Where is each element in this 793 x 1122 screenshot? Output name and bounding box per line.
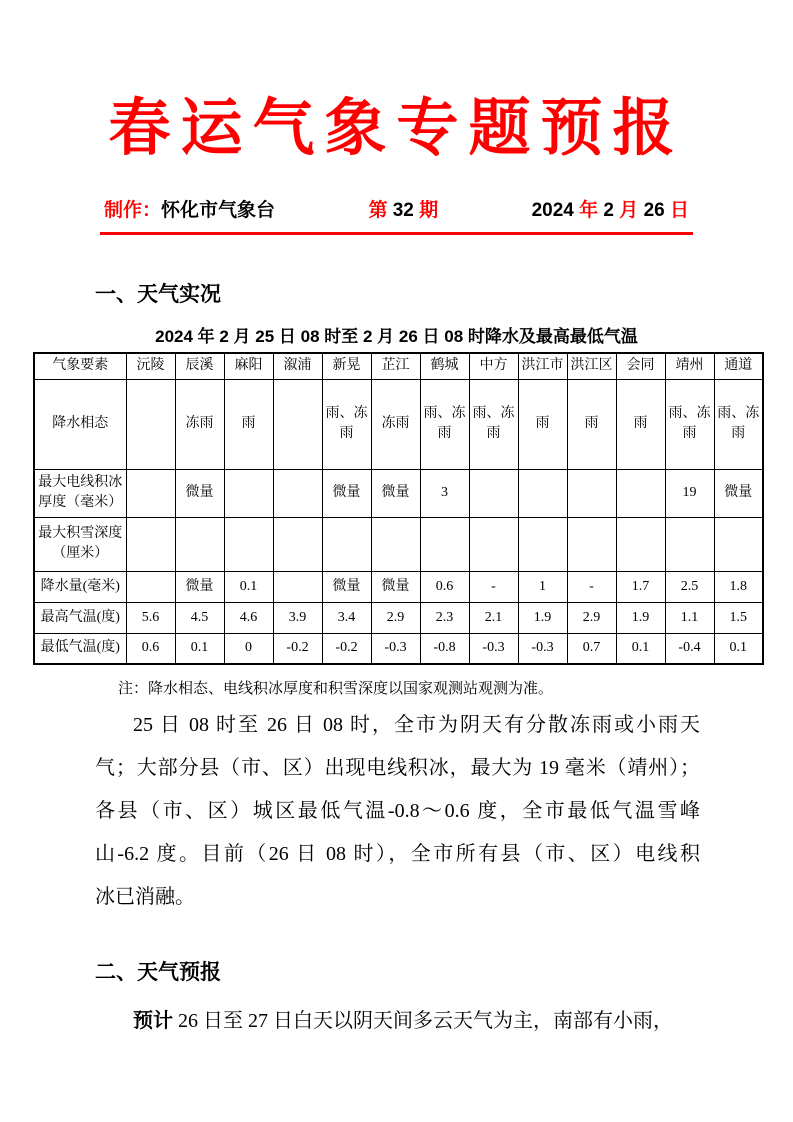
table-cell	[126, 517, 175, 571]
issue-value: 32	[387, 200, 420, 221]
section-heading-weather-conditions: 一、天气实况	[95, 283, 221, 306]
col-header-station: 鹤城	[420, 353, 469, 379]
issue-number	[368, 198, 438, 224]
table-cell	[714, 517, 763, 571]
table-cell	[273, 379, 322, 469]
red-divider-rule	[100, 232, 693, 235]
table-cell: 19	[665, 469, 714, 517]
table-cell	[567, 469, 616, 517]
table-cell: 雨	[616, 379, 665, 469]
table-cell: -0.2	[322, 633, 371, 664]
table-row	[34, 571, 763, 602]
table-row	[34, 633, 763, 664]
table-row	[34, 469, 763, 517]
row-label: 最高气温(度)	[34, 602, 126, 633]
table-cell: 雨、冻雨	[714, 379, 763, 469]
table-cell: 2.9	[371, 602, 420, 633]
table-cell: 1.9	[518, 602, 567, 633]
table-cell: 5.6	[126, 602, 175, 633]
producer-label: 制作：	[104, 200, 162, 221]
table-cell	[469, 469, 518, 517]
col-header-station: 会同	[616, 353, 665, 379]
table-cell	[420, 517, 469, 571]
table-cell	[224, 469, 273, 517]
table-cell: 0.1	[714, 633, 763, 664]
table-cell: 1.1	[665, 602, 714, 633]
col-header-station: 辰溪	[175, 353, 224, 379]
table-row	[34, 602, 763, 633]
table-cell: 2.1	[469, 602, 518, 633]
table-cell: -0.2	[273, 633, 322, 664]
table-cell: 0	[224, 633, 273, 664]
col-header-station: 芷江	[371, 353, 420, 379]
row-label: 最大积雪深度（厘米）	[34, 517, 126, 571]
table-cell: -0.3	[469, 633, 518, 664]
table-cell	[371, 517, 420, 571]
paragraph-line: 气；大部分县（市、区）出现电线积冰，最大为 19 毫米（靖州）；	[95, 757, 700, 779]
table-cell: -0.8	[420, 633, 469, 664]
document-title: 春运气象专题预报	[108, 91, 685, 164]
issue-suffix: 期	[419, 200, 439, 221]
table-cell	[126, 571, 175, 602]
table-cell: 1.9	[616, 602, 665, 633]
table-cell	[126, 469, 175, 517]
date-day: 26	[643, 200, 665, 221]
producer-value: 怀化市气象台	[161, 200, 276, 221]
table-cell	[665, 517, 714, 571]
table-body	[34, 379, 763, 664]
table-cell: 雨	[518, 379, 567, 469]
table-cell: 1.5	[714, 602, 763, 633]
table-cell: 2.9	[567, 602, 616, 633]
paragraph-line: 各县（市、区）城区最低气温-0.8～0.6 度，全市最低气温雪峰	[95, 800, 700, 822]
table-header-row	[34, 353, 763, 379]
forecast-text: 26 日至 27 日白天以阴天间多云天气为主，南部有小雨，	[173, 1010, 673, 1032]
paragraph-line: 山-6.2 度。目前（26 日 08 时），全市所有县（市、区）电线积	[95, 843, 700, 865]
table-cell: 4.5	[175, 602, 224, 633]
table-row	[34, 517, 763, 571]
row-label: 降水量(毫米)	[34, 571, 126, 602]
col-header-station: 新晃	[322, 353, 371, 379]
date-year-unit: 年	[573, 200, 604, 221]
table-cell: 0.1	[224, 571, 273, 602]
col-header-element: 气象要素	[34, 353, 126, 379]
producer	[104, 198, 275, 224]
table-cell: 1.7	[616, 571, 665, 602]
table-cell: 冻雨	[371, 379, 420, 469]
table-cell: 雨、冻雨	[665, 379, 714, 469]
col-header-station: 洪江市	[518, 353, 567, 379]
table-cell	[567, 517, 616, 571]
table-cell: 微量	[371, 469, 420, 517]
section-heading-weather-forecast: 二、天气预报	[95, 961, 221, 984]
paragraph-line: 25 日 08 时至 26 日 08 时，全市为阴天有分散冻雨或小雨天	[133, 714, 700, 736]
row-label: 最低气温(度)	[34, 633, 126, 664]
table-cell: 0.6	[420, 571, 469, 602]
date-month-unit: 月	[614, 200, 644, 221]
table-cell: 0.1	[616, 633, 665, 664]
table-cell: 雨、冻雨	[322, 379, 371, 469]
date-year: 2024	[531, 200, 574, 221]
table-cell: -0.4	[665, 633, 714, 664]
table-cell: 雨	[224, 379, 273, 469]
col-header-station: 麻阳	[224, 353, 273, 379]
table-cell	[322, 517, 371, 571]
table-cell: 雨	[567, 379, 616, 469]
table-cell: 雨、冻雨	[420, 379, 469, 469]
table-cell: 微量	[714, 469, 763, 517]
table-cell	[518, 517, 567, 571]
table-cell: 3	[420, 469, 469, 517]
table-cell: -0.3	[518, 633, 567, 664]
table-cell: -	[469, 571, 518, 602]
table-cell: 2.3	[420, 602, 469, 633]
table-cell: 4.6	[224, 602, 273, 633]
paragraph-line: 冰已消融。	[95, 886, 195, 908]
table-row	[34, 379, 763, 469]
table-title: 2024 年 2 月 25 日 08 时至 2 月 26 日 08 时降水及最高最低气温	[155, 327, 638, 346]
table-cell	[273, 571, 322, 602]
table-cell: 2.5	[665, 571, 714, 602]
issue-date	[532, 198, 689, 224]
masthead	[100, 198, 693, 224]
table-cell: 1	[518, 571, 567, 602]
col-header-station: 洪江区	[567, 353, 616, 379]
forecast-paragraph	[95, 1000, 700, 1043]
table-cell: 3.4	[322, 602, 371, 633]
table-cell	[224, 517, 273, 571]
table-cell: 冻雨	[175, 379, 224, 469]
table-cell: 微量	[371, 571, 420, 602]
row-label: 降水相态	[34, 379, 126, 469]
table-cell: 微量	[175, 469, 224, 517]
table-cell: 微量	[322, 571, 371, 602]
weather-observation-table	[33, 352, 764, 665]
col-header-station: 通道	[714, 353, 763, 379]
table-cell: 微量	[322, 469, 371, 517]
table-cell: 雨、冻雨	[469, 379, 518, 469]
date-month: 2	[603, 200, 614, 221]
col-header-station: 沅陵	[126, 353, 175, 379]
table-cell	[518, 469, 567, 517]
table-note: 注：降水相态、电线积冰厚度和积雪深度以国家观测站观测为准。	[118, 681, 554, 697]
table-cell	[126, 379, 175, 469]
table-cell	[273, 517, 322, 571]
table-cell: 0.1	[175, 633, 224, 664]
table-cell: 微量	[175, 571, 224, 602]
table-cell	[469, 517, 518, 571]
table-cell: 0.7	[567, 633, 616, 664]
col-header-station: 靖州	[665, 353, 714, 379]
table-cell	[616, 517, 665, 571]
table-cell: -0.3	[371, 633, 420, 664]
observation-paragraph	[95, 704, 700, 919]
col-header-station: 中方	[469, 353, 518, 379]
date-day-unit: 日	[664, 200, 689, 221]
table-cell	[273, 469, 322, 517]
table-cell: 3.9	[273, 602, 322, 633]
row-label: 最大电线积冰厚度（毫米）	[34, 469, 126, 517]
table-cell: -	[567, 571, 616, 602]
col-header-station: 溆浦	[273, 353, 322, 379]
table-cell: 0.6	[126, 633, 175, 664]
table-cell: 1.8	[714, 571, 763, 602]
forecast-lead: 预计	[133, 1010, 173, 1032]
issue-prefix: 第	[368, 200, 388, 221]
table-cell	[616, 469, 665, 517]
table-cell	[175, 517, 224, 571]
